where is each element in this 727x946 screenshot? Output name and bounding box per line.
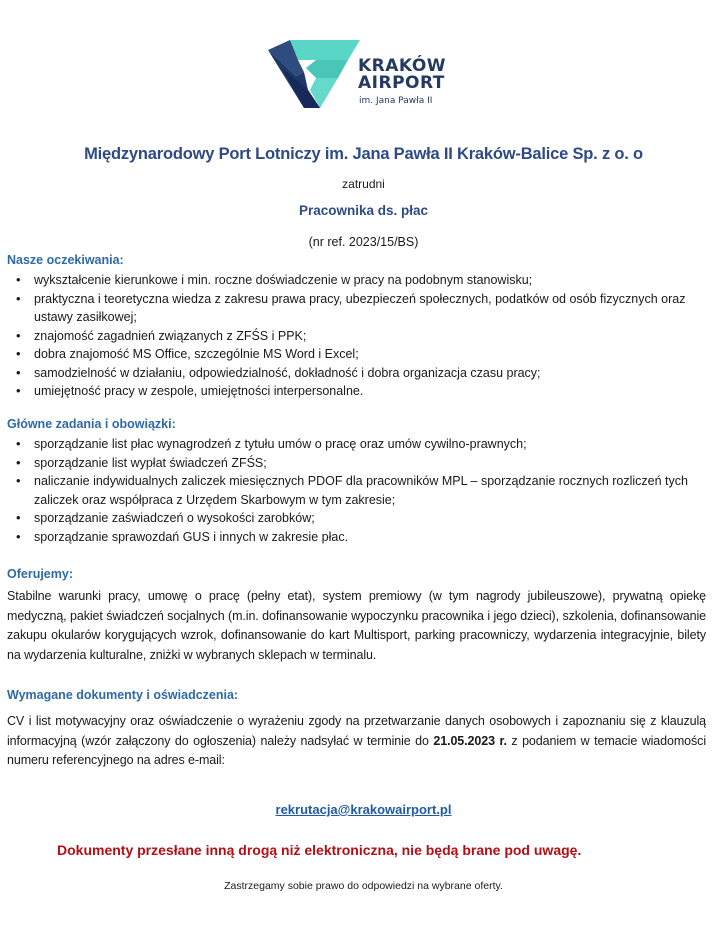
list-item: • sporządzanie zaświadczeń o wysokości zarobków;: [0, 509, 706, 528]
list-item: • praktyczna i teoretyczna wiedza z zakresu prawa pracy, ubezpieczeń społecznych, podatków od osób fizycznych oraz ustawy zasiłkowej;: [0, 290, 706, 327]
list-item: • naliczanie indywidualnych zaliczek miesięcznych PDOF dla pracowników MPL – sporządzanie rocznych rozliczeń tych zaliczek oraz współpraca z Urzędem Skarbowym w tym zakresie;: [0, 472, 706, 509]
expectations-list: [0, 271, 706, 401]
logo-subtitle: im. Jana Pawła II: [359, 96, 433, 106]
position-title: Pracownika ds. płac: [298, 203, 429, 218]
list-item: • wykształcenie kierunkowe i min. roczne doświadczenie w pracy na podobnym stanowisku;: [0, 271, 706, 290]
reserve-note: Zastrzegamy sobie prawo do odpowiedzi na wybrane oferty.: [224, 880, 503, 892]
list-item: • samodzielność w działaniu, odpowiedzialność, dokładność i dobra organizacja czasu pracy;: [0, 364, 706, 383]
list-item: • dobra znajomość MS Office, szczególnie MS Word i Excel;: [0, 345, 706, 364]
krakow-airport-logo: [268, 38, 458, 110]
documents-text-after: z podaniem w temacie wiadomości numeru referencyjnego na adres e-mail:: [7, 733, 706, 767]
reference-number: (nr ref. 2023/15/BS): [308, 235, 419, 249]
logo-wordmark: [358, 58, 446, 92]
offer-heading: Oferujemy:: [7, 567, 73, 581]
hires-text: zatrudni: [342, 177, 385, 191]
duties-heading: Główne zadania i obowiązki:: [7, 417, 176, 431]
company-name: Międzynarodowy Port Lotniczy im. Jana Pawła II Kraków-Balice Sp. z o. o: [84, 145, 643, 163]
airport-logo-mark-icon: [268, 38, 360, 108]
email-link[interactable]: rekrutacja@krakowairport.pl: [275, 802, 452, 817]
list-item: • umiejętność pracy w zespole, umiejętności interpersonalne.: [0, 382, 706, 401]
offer-text: Stabilne warunki pracy, umowę o pracę (pełny etat), system premiowy (w tym nagrody jubileuszowe), prywatną opiekę medyczną, pakiet świadczeń socjalnych (m.in. dofinansowanie wypoczynku pracownika i jego dzieci), szkolenia, dofinansowanie zakupu okularów korygujących wzrok, dofinansowanie do kart Multisport, parking pracowniczy, wydarzenia integracyjnie, bilety na wydarzenia kulturalne, zniżki w wybranych sklepach w terminalu.: [7, 589, 706, 662]
documents-text: [7, 712, 706, 771]
logo-line2: AIRPORT: [358, 73, 445, 93]
duties-list: [0, 435, 706, 546]
logo-line1: KRAKÓW: [358, 56, 447, 76]
list-item: • sporządzanie sprawozdań GUS i innych w zakresie płac.: [0, 528, 706, 547]
documents-heading: Wymagane dokumenty i oświadczenia:: [7, 688, 239, 702]
list-item: • sporządzanie list wypłat świadczeń ZFŚS;: [0, 454, 706, 473]
list-item: • sporządzanie list płac wynagrodzeń z tytułu umów o pracę oraz umów cywilno-prawnych;: [0, 435, 706, 454]
deadline-date: 21.05.2023 r.: [433, 733, 507, 748]
documents-text-before: CV i list motywacyjny oraz oświadczenie o wyrażeniu zgody na przetwarzanie danych osobowych i zapoznaniu się z klauzulą informacyjną (wzór załączony do ogłoszenia) należy nadsyłać w terminie do: [7, 714, 706, 748]
list-item: • znajomość zagadnień związanych z ZFŚS i PPK;: [0, 327, 706, 346]
warning-text: Dokumenty przesłane inną drogą niż elektroniczna, nie będą brane pod uwagę.: [57, 842, 582, 858]
expectations-heading: Nasze oczekiwania:: [7, 253, 124, 267]
